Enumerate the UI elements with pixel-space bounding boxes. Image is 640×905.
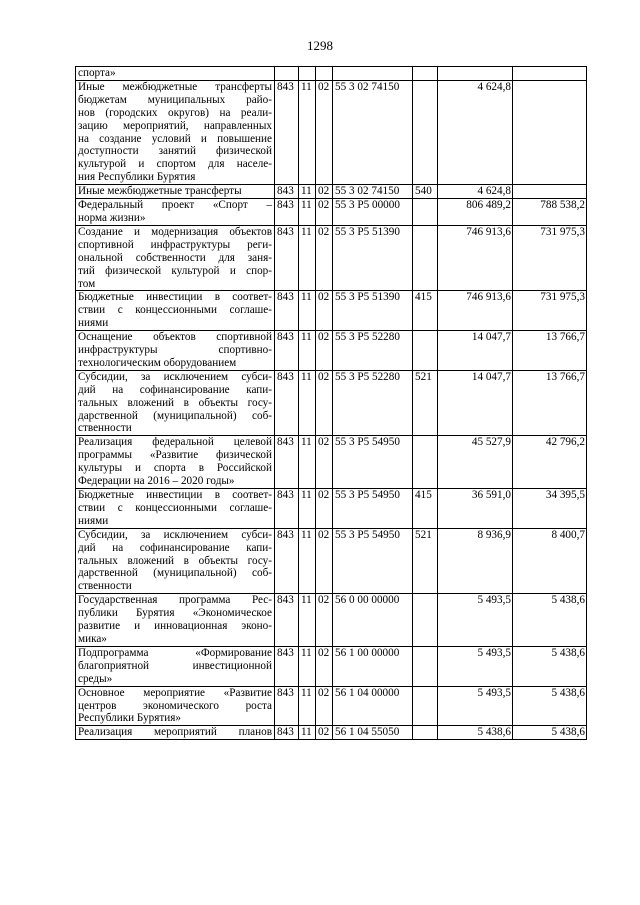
ministry-code-cell: 843 [275,370,299,436]
section-code-cell: 11 [299,291,316,331]
target-article-cell: 55 3 P5 51390 [333,291,413,331]
expense-type-cell [413,80,438,184]
section-code-cell: 11 [299,331,316,371]
expense-type-cell: 521 [413,528,438,594]
item-name-line: тальных вложений в объекты госу- [78,554,272,567]
item-name-cell [76,331,275,371]
amount-year2-cell [513,67,587,81]
ministry-code-cell: 843 [275,594,299,647]
expense-type-cell: 415 [413,291,438,331]
amount-year1-cell [438,67,513,81]
item-name-line: Государственная программа Рес- [78,594,272,607]
item-name-line: норма жизни» [78,211,146,224]
item-name-cell [76,726,275,740]
amount-year2-cell: 34 395,5 [513,489,587,529]
ministry-code-cell: 843 [275,489,299,529]
target-article-cell: 55 3 P5 51390 [333,225,413,291]
ministry-code-cell: 843 [275,528,299,594]
amount-year1-cell: 45 527,9 [438,436,513,489]
section-code-cell: 11 [299,80,316,184]
expense-type-cell: 521 [413,370,438,436]
item-name-cell [76,185,275,199]
amount-year1-cell: 746 913,6 [438,291,513,331]
section-code-cell: 11 [299,199,316,226]
ministry-code-cell [275,67,299,81]
ministry-code-cell: 843 [275,80,299,184]
section-code-cell: 11 [299,225,316,291]
item-name-line: Федерации на 2016 – 2020 годы» [78,475,235,488]
target-article-cell: 56 1 00 00000 [333,646,413,686]
expense-type-cell [413,436,438,489]
table-row [76,331,587,371]
item-name-line: спортивной инфраструктуры реги- [78,238,272,251]
item-name-cell [76,225,275,291]
amount-year2-cell: 5 438,6 [513,594,587,647]
expense-type-cell: 415 [413,489,438,529]
target-article-cell: 55 3 02 74150 [333,185,413,199]
expense-type-cell [413,594,438,647]
item-name-line: тальных вложений в объекты госу- [78,396,272,409]
item-name-line: ственности [78,580,132,593]
subsection-code-cell: 02 [316,370,333,436]
table-row [76,646,587,686]
section-code-cell: 11 [299,436,316,489]
table-row [76,225,587,291]
item-name-line: Реализация мероприятий планов [78,726,272,739]
ministry-code-cell: 843 [275,291,299,331]
amount-year1-cell: 8 936,9 [438,528,513,594]
amount-year1-cell: 5 438,6 [438,726,513,740]
subsection-code-cell [316,67,333,81]
expense-type-cell: 540 [413,185,438,199]
item-name-line: среды» [78,672,113,685]
item-name-line: культурой и спортом для населе- [78,158,272,171]
item-name-line: мика» [78,632,107,645]
item-name-line: технологическим оборудованием [78,356,237,369]
amount-year2-cell: 8 400,7 [513,528,587,594]
item-name-line: ниями [78,317,109,330]
subsection-code-cell: 02 [316,594,333,647]
subsection-code-cell: 02 [316,436,333,489]
target-article-cell: 55 3 P5 52280 [333,370,413,436]
section-code-cell: 11 [299,646,316,686]
table-row [76,370,587,436]
amount-year2-cell: 731 975,3 [513,291,587,331]
item-name-line: развитие и инновационная эконо- [78,620,272,633]
section-code-cell: 11 [299,686,316,726]
ministry-code-cell: 843 [275,726,299,740]
ministry-code-cell: 843 [275,225,299,291]
item-name-cell [76,80,275,184]
item-name-cell [76,528,275,594]
section-code-cell: 11 [299,528,316,594]
subsection-code-cell: 02 [316,199,333,226]
item-name-line: ниями [78,514,109,527]
ministry-code-cell: 843 [275,331,299,371]
item-name-line: ональной собственности для заня- [78,251,272,264]
amount-year1-cell: 806 489,2 [438,199,513,226]
amount-year2-cell: 42 796,2 [513,436,587,489]
budget-table-body [76,67,587,740]
item-name-cell [76,291,275,331]
item-name-line: ния Республики Бурятия [78,171,196,184]
amount-year2-cell: 788 538,2 [513,199,587,226]
target-article-cell: 55 3 P5 00000 [333,199,413,226]
subsection-code-cell: 02 [316,489,333,529]
section-code-cell: 11 [299,594,316,647]
expense-type-cell [413,646,438,686]
expense-type-cell [413,686,438,726]
target-article-cell: 55 3 02 74150 [333,80,413,184]
item-name-line: том [78,277,96,290]
target-article-cell: 56 1 04 55050 [333,726,413,740]
item-name-line: ствии с концессионными соглаше- [78,304,272,317]
section-code-cell: 11 [299,370,316,436]
item-name-line: программы «Развитие физической [78,449,272,462]
table-row [76,67,587,81]
section-code-cell: 11 [299,185,316,199]
subsection-code-cell: 02 [316,291,333,331]
item-name-line: культуры и спорта в Российской [78,462,272,475]
table-row [76,185,587,199]
item-name-line: дий на софинансирование капи- [78,541,272,554]
subsection-code-cell: 02 [316,646,333,686]
section-code-cell [299,67,316,81]
table-row [76,594,587,647]
subsection-code-cell: 02 [316,185,333,199]
subsection-code-cell: 02 [316,331,333,371]
amount-year2-cell: 5 438,6 [513,726,587,740]
item-name-line: ствии с концессионными соглаше- [78,501,272,514]
item-name-cell [76,436,275,489]
item-name-line: Бюджетные инвестиции в соответ- [78,489,272,501]
item-name-line: благоприятной инвестиционной [78,659,272,672]
item-name-cell [76,594,275,647]
budget-table [75,66,587,740]
table-row [76,436,587,489]
item-name-line: нов (городских округов) на реали- [78,106,272,119]
amount-year1-cell: 746 913,6 [438,225,513,291]
amount-year2-cell [513,80,587,184]
section-code-cell: 11 [299,726,316,740]
amount-year1-cell: 5 493,5 [438,686,513,726]
subsection-code-cell: 02 [316,528,333,594]
amount-year1-cell: 4 624,8 [438,185,513,199]
subsection-code-cell: 02 [316,686,333,726]
item-name-line: Реализация федеральной целевой [78,436,272,449]
item-name-line: Иные межбюджетные трансферты [78,185,242,198]
ministry-code-cell: 843 [275,686,299,726]
page-number: 1298 [307,38,333,53]
amount-year2-cell: 5 438,6 [513,646,587,686]
item-name-line: Субсидии, за исключением субси- [78,370,272,383]
item-name-line: Федеральный проект «Спорт – [78,199,272,212]
item-name-line: Иные межбюджетные трансферты [78,80,272,93]
target-article-cell: 55 3 P5 54950 [333,528,413,594]
subsection-code-cell: 02 [316,726,333,740]
expense-type-cell [413,331,438,371]
ministry-code-cell: 843 [275,646,299,686]
ministry-code-cell: 843 [275,185,299,199]
item-name-line: доступности занятий физической [78,145,272,158]
table-row [76,291,587,331]
ministry-code-cell: 843 [275,436,299,489]
item-name-line: на создание условий и повышение [78,132,272,145]
amount-year1-cell: 14 047,7 [438,370,513,436]
item-name-cell [76,686,275,726]
table-row [76,726,587,740]
target-article-cell: 55 3 P5 54950 [333,489,413,529]
item-name-line: центров экономического роста [78,699,272,712]
item-name-line: дарственной (муниципальной) соб- [78,567,272,580]
target-article-cell: 55 3 P5 52280 [333,331,413,371]
item-name-line: спорта» [78,67,116,79]
item-name-cell [76,67,275,81]
item-name-cell [76,646,275,686]
amount-year2-cell: 13 766,7 [513,370,587,436]
amount-year1-cell: 5 493,5 [438,646,513,686]
amount-year2-cell [513,185,587,199]
amount-year2-cell: 13 766,7 [513,331,587,371]
expense-type-cell [413,199,438,226]
amount-year1-cell: 5 493,5 [438,594,513,647]
target-article-cell: 55 3 P5 54950 [333,436,413,489]
amount-year1-cell: 4 624,8 [438,80,513,184]
item-name-line: Основное мероприятие «Развитие [78,686,272,699]
item-name-line: ственности [78,422,132,435]
item-name-line: инфраструктуры спортивно- [78,344,272,357]
target-article-cell [333,67,413,81]
expense-type-cell [413,225,438,291]
subsection-code-cell: 02 [316,80,333,184]
item-name-line: зацию мероприятий, направленных [78,119,272,132]
ministry-code-cell: 843 [275,199,299,226]
item-name-line: Бюджетные инвестиции в соответ- [78,291,272,304]
item-name-line: Подпрограмма «Формирование [78,646,272,659]
amount-year1-cell: 14 047,7 [438,331,513,371]
item-name-cell [76,199,275,226]
item-name-line: бюджетам муниципальных райо- [78,93,272,106]
item-name-cell [76,370,275,436]
item-name-cell [76,489,275,529]
table-row [76,489,587,529]
item-name-line: Республики Бурятия» [78,712,182,725]
item-name-line: Создание и модернизация объектов [78,225,272,238]
table-row [76,528,587,594]
item-name-line: дарственной (муниципальной) соб- [78,409,272,422]
expense-type-cell [413,67,438,81]
section-code-cell: 11 [299,489,316,529]
item-name-line: тий физической культурой и спор- [78,264,272,277]
expense-type-cell [413,726,438,740]
amount-year2-cell: 5 438,6 [513,686,587,726]
item-name-line: Оснащение объектов спортивной [78,331,272,344]
item-name-line: Субсидии, за исключением субси- [78,528,272,541]
amount-year2-cell: 731 975,3 [513,225,587,291]
table-row [76,80,587,184]
target-article-cell: 56 1 04 00000 [333,686,413,726]
item-name-line: публики Бурятия «Экономическое [78,607,272,620]
table-row [76,199,587,226]
subsection-code-cell: 02 [316,225,333,291]
table-row [76,686,587,726]
item-name-line: дий на софинансирование капи- [78,383,272,396]
amount-year1-cell: 36 591,0 [438,489,513,529]
target-article-cell: 56 0 00 00000 [333,594,413,647]
